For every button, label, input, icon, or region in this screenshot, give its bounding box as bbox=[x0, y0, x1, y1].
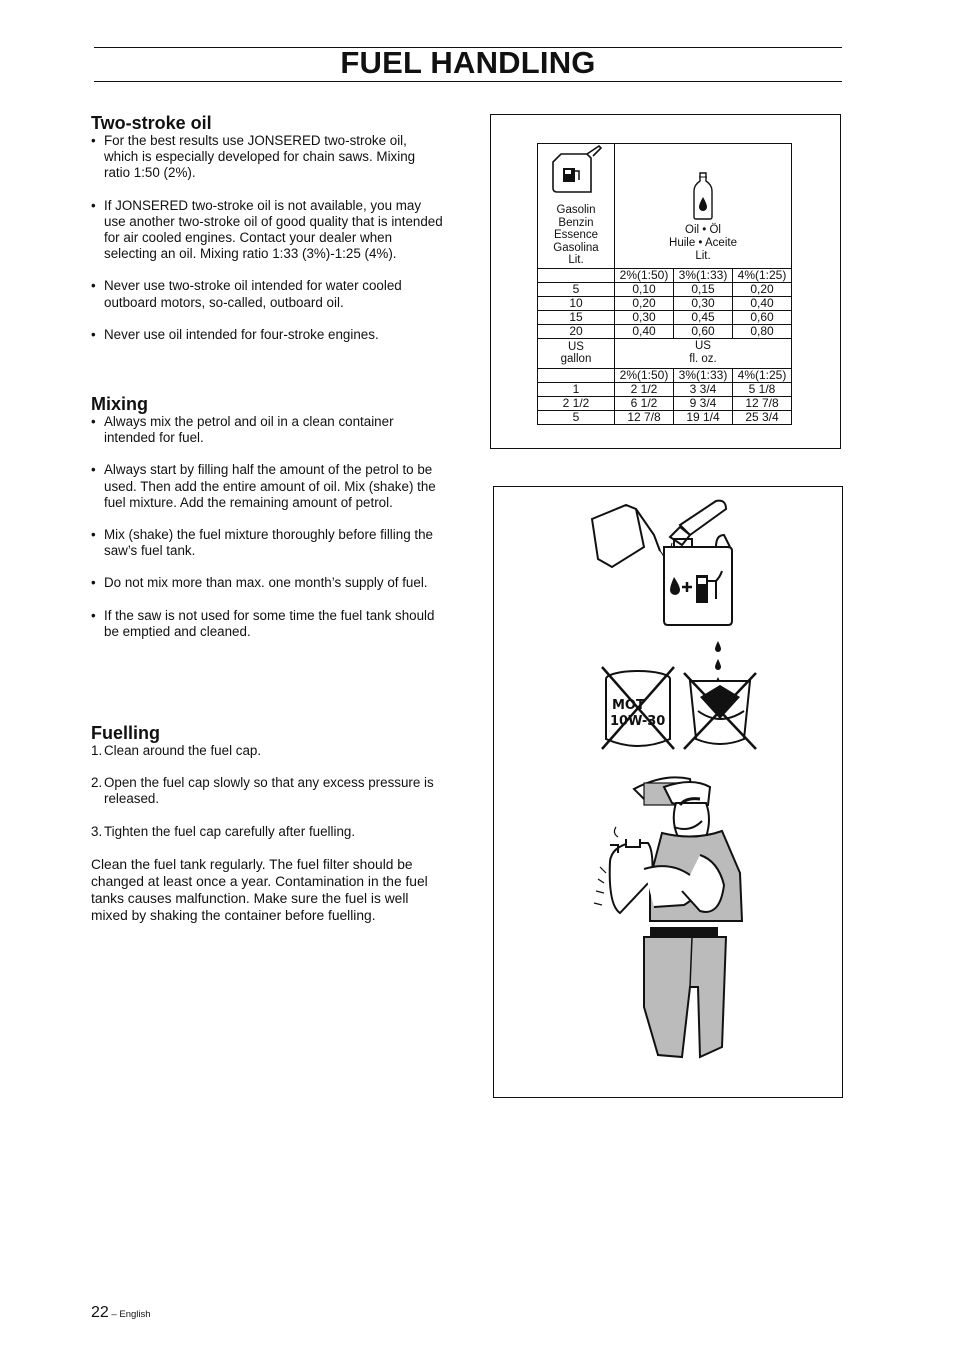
table-row: 1 2 1/2 3 3/4 5 1/8 bbox=[538, 382, 792, 396]
table-row: 20 0,40 0,60 0,80 bbox=[538, 324, 792, 338]
ratio-header: 2%(1:50) bbox=[615, 368, 674, 382]
section-heading: Mixing bbox=[91, 394, 148, 414]
ratio-header: 4%(1:25) bbox=[733, 368, 792, 382]
motor-oil-can-crossed-icon bbox=[602, 667, 674, 749]
section-fuelling bbox=[91, 723, 443, 925]
gasoline-header: Gasolin Benzin Essence Gasolina Lit. bbox=[538, 144, 615, 269]
table-row: 5 0,10 0,15 0,20 bbox=[538, 282, 792, 296]
pouring-oil-bottle-icon bbox=[670, 501, 726, 551]
bullet-item: • If the saw is not used for some time the fuel tank should be emptied and cleaned. bbox=[91, 608, 443, 640]
jerry-can-icon bbox=[664, 535, 732, 625]
page-title: FUEL HANDLING bbox=[340, 45, 596, 80]
bullet-item: • If JONSERED two-stroke oil is not available, you may use another two-stroke oil of good quality that is intended for air cooled engines. Contact your dealer when selecting an oil. Mixing ratio 1:33 (3%)-1:25 (4%). bbox=[91, 198, 443, 263]
section-heading: Fuelling bbox=[91, 723, 160, 743]
table-row: 15 0,30 0,45 0,60 bbox=[538, 310, 792, 324]
oil-bottle-icon bbox=[692, 171, 714, 221]
step-item: 3. Tighten the fuel cap carefully after fuelling. bbox=[91, 823, 356, 839]
table-row: 5 12 7/8 19 1/4 25 3/4 bbox=[538, 410, 792, 424]
section-heading: Two-stroke oil bbox=[91, 113, 212, 133]
outboard-oil-bucket-crossed-icon bbox=[684, 673, 756, 749]
page-footer bbox=[91, 1304, 151, 1322]
oil-header: Oil • Öl Huile • Aceite Lit. bbox=[615, 144, 792, 269]
ratio-header: 2%(1:50) bbox=[615, 268, 674, 282]
section-two-stroke-oil bbox=[91, 113, 443, 359]
ratio-header: 3%(1:33) bbox=[674, 368, 733, 382]
mixing-table-box bbox=[490, 114, 841, 449]
bullet-list bbox=[91, 414, 443, 640]
svg-text:10W-30: 10W-30 bbox=[610, 714, 666, 729]
bullet-item: • Never use two-stroke oil intended for water cooled outboard motors, so-called, outboard oil. bbox=[91, 278, 443, 310]
person-shaking-fuel-can-icon bbox=[594, 777, 742, 1057]
pouring-petrol-icon bbox=[592, 505, 664, 567]
section-mixing bbox=[91, 394, 443, 656]
bullet-list bbox=[91, 133, 443, 343]
page-number: 22 bbox=[91, 1304, 109, 1321]
ratio-header: 4%(1:25) bbox=[733, 268, 792, 282]
title-bottom-rule bbox=[94, 81, 842, 82]
step-list bbox=[91, 743, 443, 840]
bullet-item: • Always start by filling half the amount of the petrol to be used. Then add the entire amount of oil. Mix (shake) the fuel mixture. Add the remaining amount of petrol. bbox=[91, 462, 443, 511]
bullet-item: • Mix (shake) the fuel mixture thoroughly before filling the saw’s fuel tank. bbox=[91, 527, 443, 559]
step-item: 2. Open the fuel cap slowly so that any excess pressure is released. bbox=[91, 775, 434, 807]
footer-language: – English bbox=[108, 1309, 151, 1320]
bullet-item: • Do not mix more than max. one month’s supply of fuel. bbox=[91, 575, 443, 591]
svg-text:MOT: MOT bbox=[612, 698, 645, 713]
us-floz-header: US fl. oz. bbox=[615, 338, 792, 368]
fuelling-paragraph: Clean the fuel tank regularly. The fuel filter should be changed at least once a year. Contamination in the fuel tanks causes malfunction. Make sure the fuel is well mixed by shaking the container before fuelling. bbox=[91, 856, 428, 924]
petrol-can-icon bbox=[547, 144, 605, 202]
us-gallon-header: US gallon bbox=[538, 338, 615, 368]
bullet-item: • Never use oil intended for four-stroke engines. bbox=[91, 327, 443, 343]
illustration-box bbox=[493, 486, 843, 1098]
step-item: 1. Clean around the fuel cap. bbox=[91, 743, 262, 758]
table-row: 10 0,20 0,30 0,40 bbox=[538, 296, 792, 310]
bullet-item: • Always mix the petrol and oil in a clean container intended for fuel. bbox=[91, 414, 443, 446]
table-row: 2 1/2 6 1/2 9 3/4 12 7/8 bbox=[538, 396, 792, 410]
bullet-item: • For the best results use JONSERED two-stroke oil, which is especially developed for chain saws. Mixing ratio 1:50 (2%). bbox=[91, 133, 443, 182]
ratio-header: 3%(1:33) bbox=[674, 268, 733, 282]
mixing-ratio-table bbox=[537, 143, 792, 425]
